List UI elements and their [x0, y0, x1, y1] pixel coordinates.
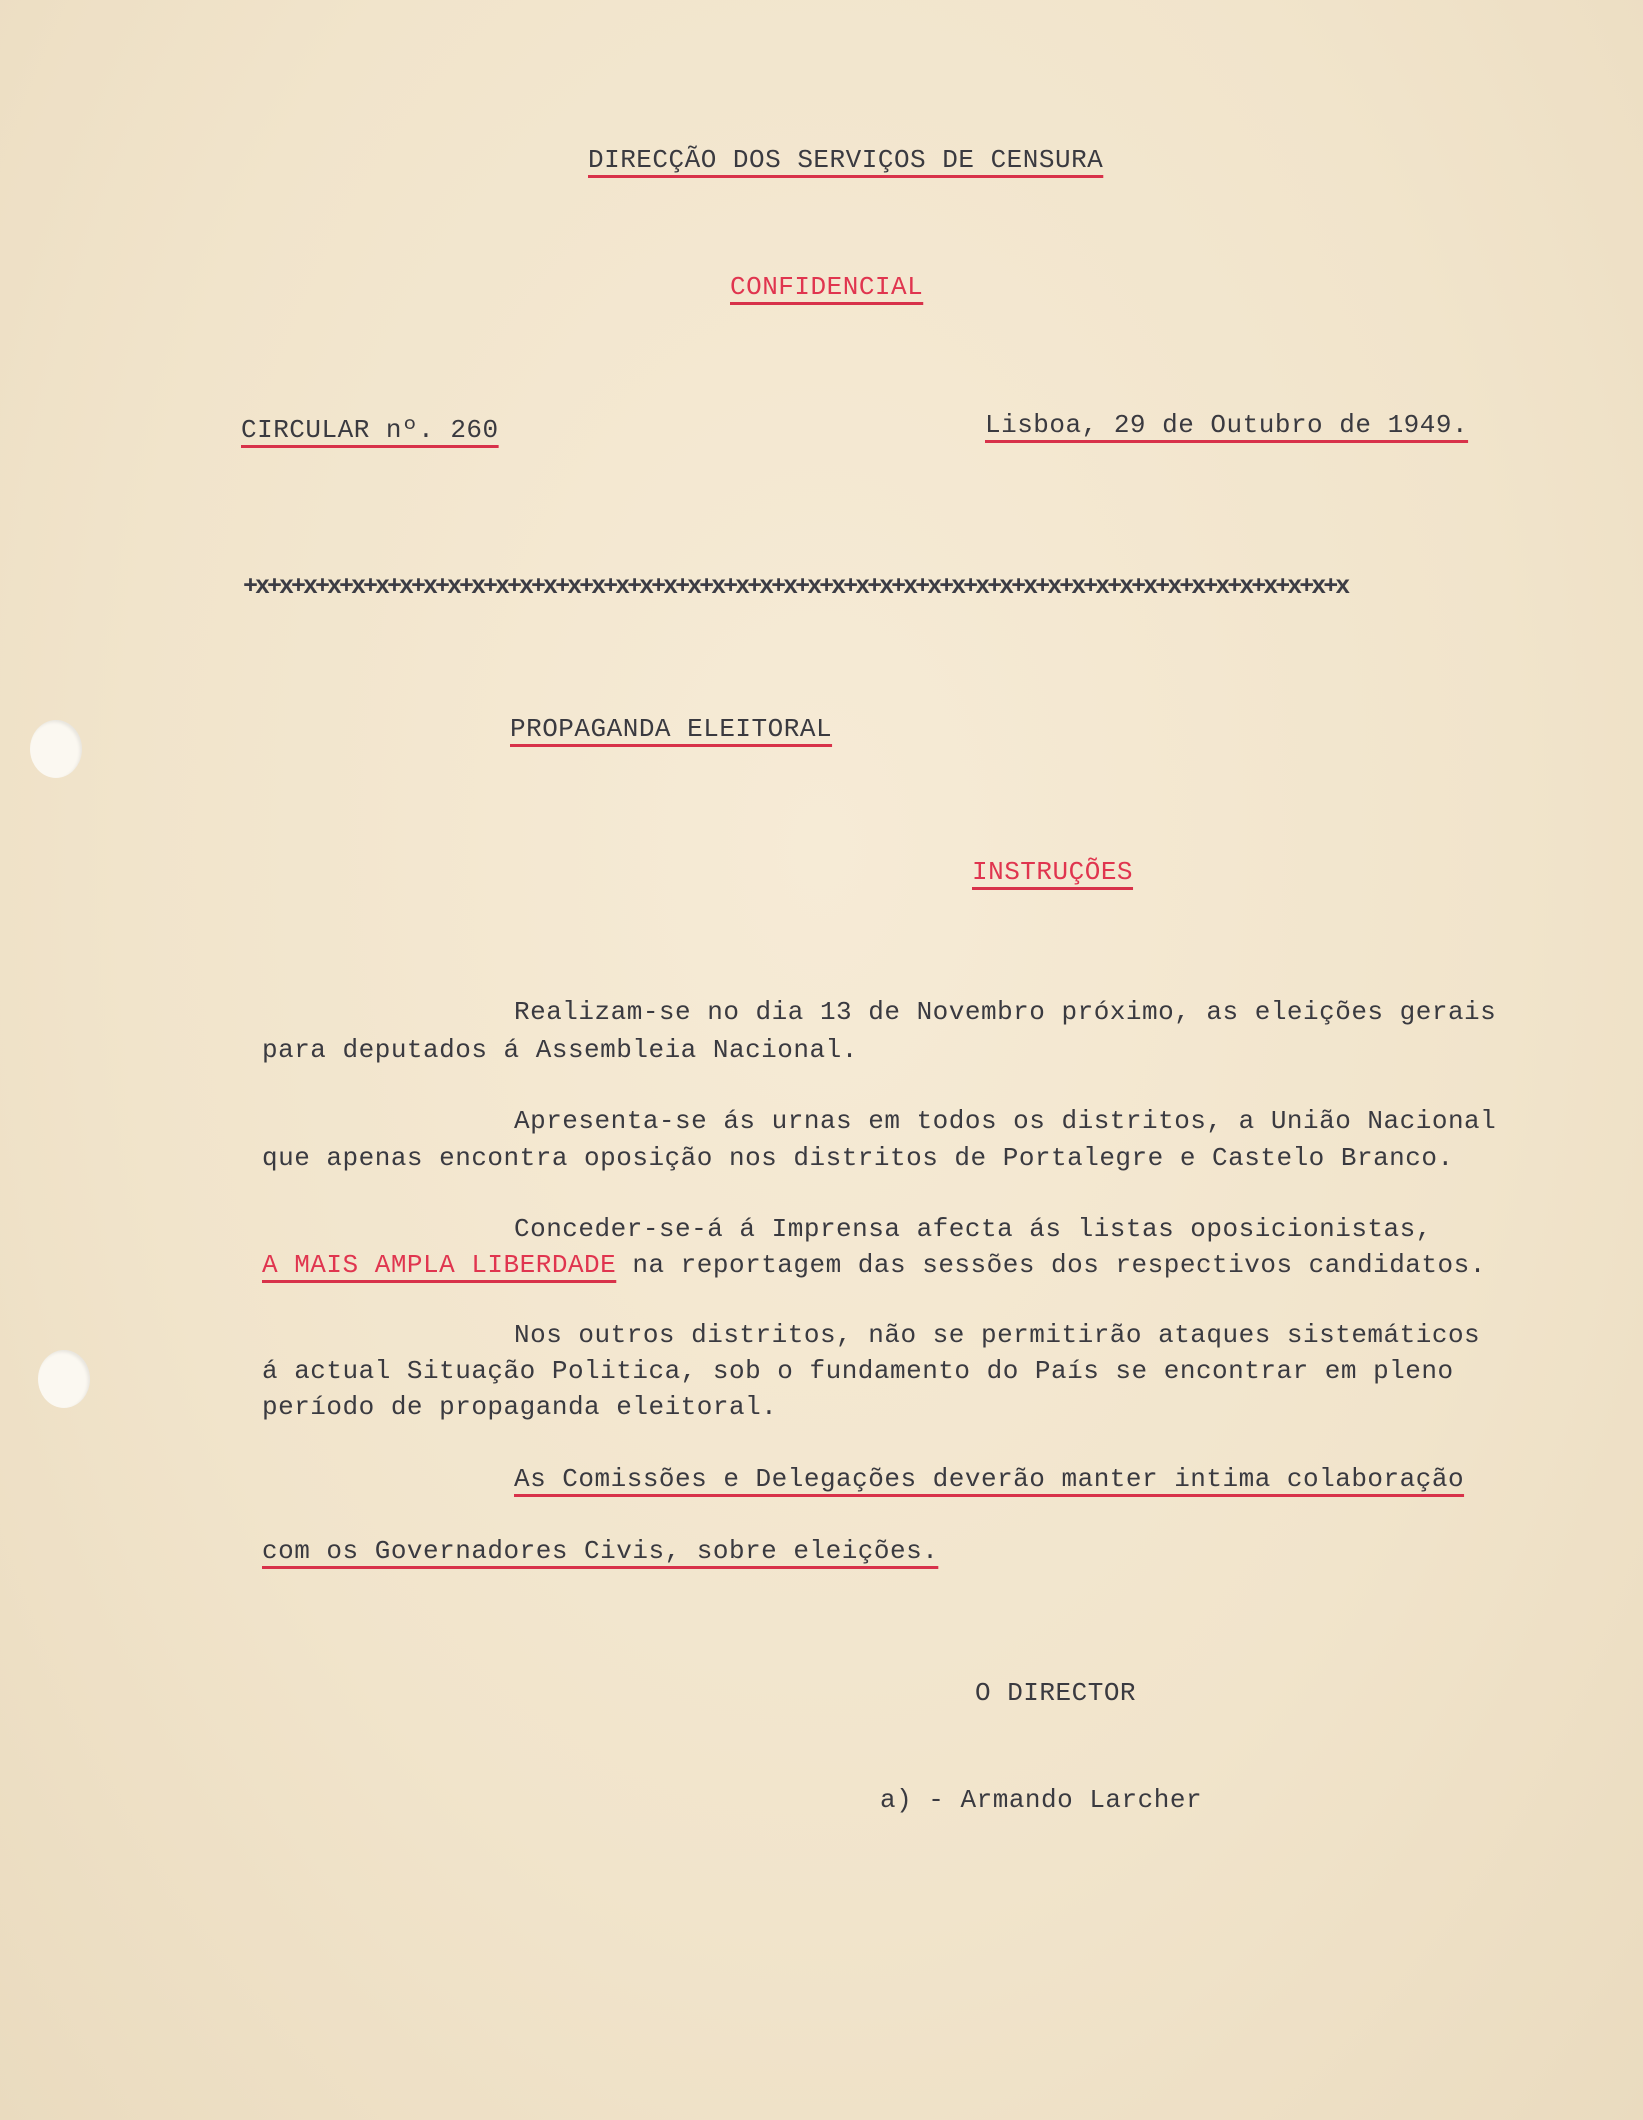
paragraph-3-line-2-rest: na reportagem das sessões dos respectivos candidatos.: [616, 1250, 1486, 1280]
subject-heading: PROPAGANDA ELEITORAL: [510, 714, 833, 744]
paragraph-5-line-1: As Comissões e Delegações deverão manter intima colaboração: [514, 1464, 1465, 1494]
paragraph-3-line-1: Conceder-se-á á Imprensa afecta ás listas oposicionistas,: [514, 1214, 1432, 1244]
classification-label: CONFIDENCIAL: [730, 272, 924, 302]
punch-hole-top: [30, 720, 82, 778]
section-title: INSTRUÇÕES: [972, 857, 1134, 887]
signature-name: a) - Armando Larcher: [880, 1785, 1203, 1815]
separator-line: +x+x+x+x+x+x+x+x+x+x+x+x+x+x+x+x+x+x+x+x+x+x+x+x+x+x+x+x+x+x+x+x+x+x+x+x+x+x+x+x+x+x+x+x+x+x: [243, 572, 1348, 601]
paragraph-1-line-2: para deputados á Assembleia Nacional.: [262, 1035, 858, 1065]
circular-number: CIRCULAR nº. 260: [241, 415, 499, 445]
paragraph-3-line-2: [262, 1248, 1486, 1282]
punch-hole-bottom: [38, 1350, 90, 1408]
paragraph-4-line-3: período de propaganda eleitoral.: [262, 1392, 778, 1422]
office-heading: DIRECÇÃO DOS SERVIÇOS DE CENSURA: [588, 145, 1104, 175]
place-date: Lisboa, 29 de Outubro de 1949.: [985, 410, 1469, 440]
paragraph-2-line-2: que apenas encontra oposição nos distritos de Portalegre e Castelo Branco.: [262, 1143, 1454, 1173]
emphasis-freedom: A MAIS AMPLA LIBERDADE: [262, 1250, 617, 1280]
paragraph-2-line-1: Apresenta-se ás urnas em todos os distritos, a União Nacional: [514, 1106, 1497, 1136]
paragraph-5-line-2: com os Governadores Civis, sobre eleições.: [262, 1536, 939, 1566]
paragraph-4-line-1: Nos outros distritos, não se permitirão ataques sistemáticos: [514, 1320, 1481, 1350]
paragraph-1-line-1: Realizam-se no dia 13 de Novembro próximo, as eleições gerais: [514, 997, 1497, 1027]
paragraph-4-line-2: á actual Situação Politica, sob o fundamento do País se encontrar em pleno: [262, 1356, 1454, 1386]
signature-title: O DIRECTOR: [975, 1678, 1137, 1708]
